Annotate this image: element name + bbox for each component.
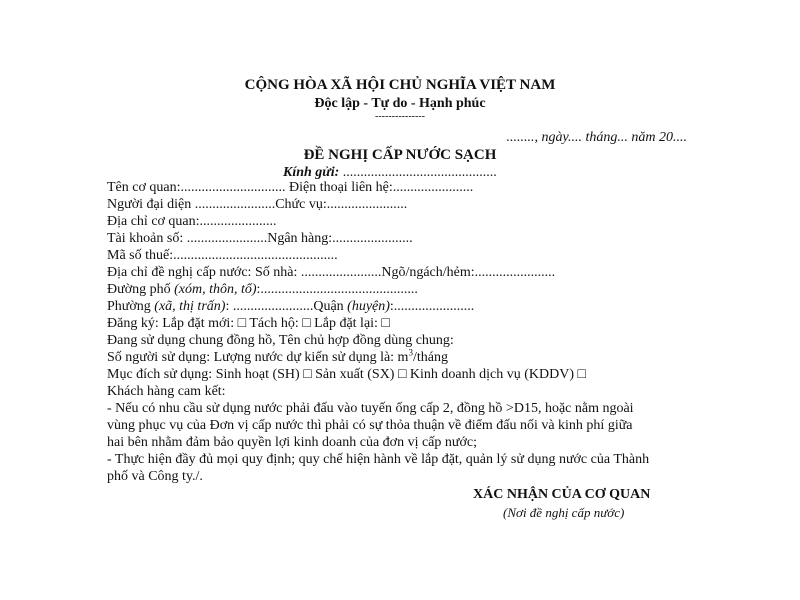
field-agency: Tên cơ quan:.............................. Điện thoại liên hệ:....................... — [107, 180, 474, 195]
commitment-line-3: hai bên nhằm đảm bảo quyền lợi kinh doanh của đơn vị cấp nước; — [107, 435, 477, 450]
usage-main: Số người sử dụng: Lượng nước dự kiến sử dụng là: m — [107, 350, 409, 365]
field-ward-district — [107, 299, 474, 315]
commitment-line-1: - Nếu có nhu cầu sử dụng nước phải đấu vào tuyến ống cấp 2, đồng hồ >D15, hoặc nằm ngoài — [107, 401, 634, 416]
commitment-line-2: vùng phục vụ của Đơn vị cấp nước thì phải có sự thỏa thuận về điểm đấu nối và kinh phí giữa — [107, 418, 633, 433]
addressee-label: Kính gửi: — [283, 165, 340, 180]
district-hint: (huyện) — [347, 299, 390, 314]
national-title: CỘNG HÒA XÃ HỘI CHỦ NGHĨA VIỆT NAM — [244, 77, 556, 93]
ward-label: Phường — [107, 299, 155, 314]
street-label: Đường phố — [107, 282, 175, 297]
signature-subtitle: (Nơi đề nghị cấp nước) — [503, 505, 625, 520]
ward-mid: : .......................Quận — [225, 299, 348, 314]
field-purpose: Mục đích sử dụng: Sinh hoạt (SH) □ Sản xuất (SX) □ Kinh doanh dịch vụ (KDDV) □ — [107, 367, 586, 382]
street-hint: (xóm, thôn, tổ) — [174, 282, 257, 297]
field-representative: Người đại diện .......................Chức vụ:....................... — [107, 197, 408, 212]
commitment-line-4: - Thực hiện đầy đủ mọi quy định; quy chế hiện hành về lắp đặt, quản lý sử dụng nước của Thành — [107, 452, 650, 467]
ward-blank: :....................... — [389, 299, 475, 314]
usage-tail: /tháng — [412, 350, 448, 365]
national-motto: Độc lập - Tự do - Hạnh phúc — [314, 96, 486, 111]
document-title: ĐỀ NGHỊ CẤP NƯỚC SẠCH — [303, 147, 497, 163]
motto-underline: --------------- — [375, 111, 425, 122]
addressee-line — [283, 165, 497, 181]
field-street — [107, 282, 418, 298]
field-agency-address: Địa chỉ cơ quan:...................... — [107, 214, 277, 229]
field-shared-meter: Đang sử dụng chung đồng hồ, Tên chủ hợp đồng dùng chung: — [107, 333, 454, 348]
date-line: ........, ngày.... tháng... năm 20.... — [506, 130, 687, 145]
ward-hint: (xã, thị trấn) — [154, 299, 226, 314]
commitment-line-5: phố và Công ty./. — [107, 469, 203, 484]
usage-superscript: 3 — [408, 347, 413, 358]
field-tax-code: Mã số thuế:............................................... — [107, 248, 338, 263]
street-blank: :............................................. — [256, 282, 418, 297]
field-bank-account: Tài khoản số: .......................Ngân hàng:....................... — [107, 231, 413, 246]
field-supply-address: Địa chỉ đề nghị cấp nước: Số nhà: .......................Ngõ/ngách/hẻm:....................... — [107, 265, 556, 280]
field-registration-type: Đăng ký: Lắp đặt mới: □ Tách hộ: □ Lắp đặt lại: □ — [107, 316, 390, 331]
commitment-heading: Khách hàng cam kết: — [107, 384, 226, 399]
addressee-blank: ............................................ — [339, 165, 497, 180]
field-usage — [107, 347, 448, 366]
signature-title: XÁC NHẬN CỦA CƠ QUAN — [473, 487, 651, 502]
